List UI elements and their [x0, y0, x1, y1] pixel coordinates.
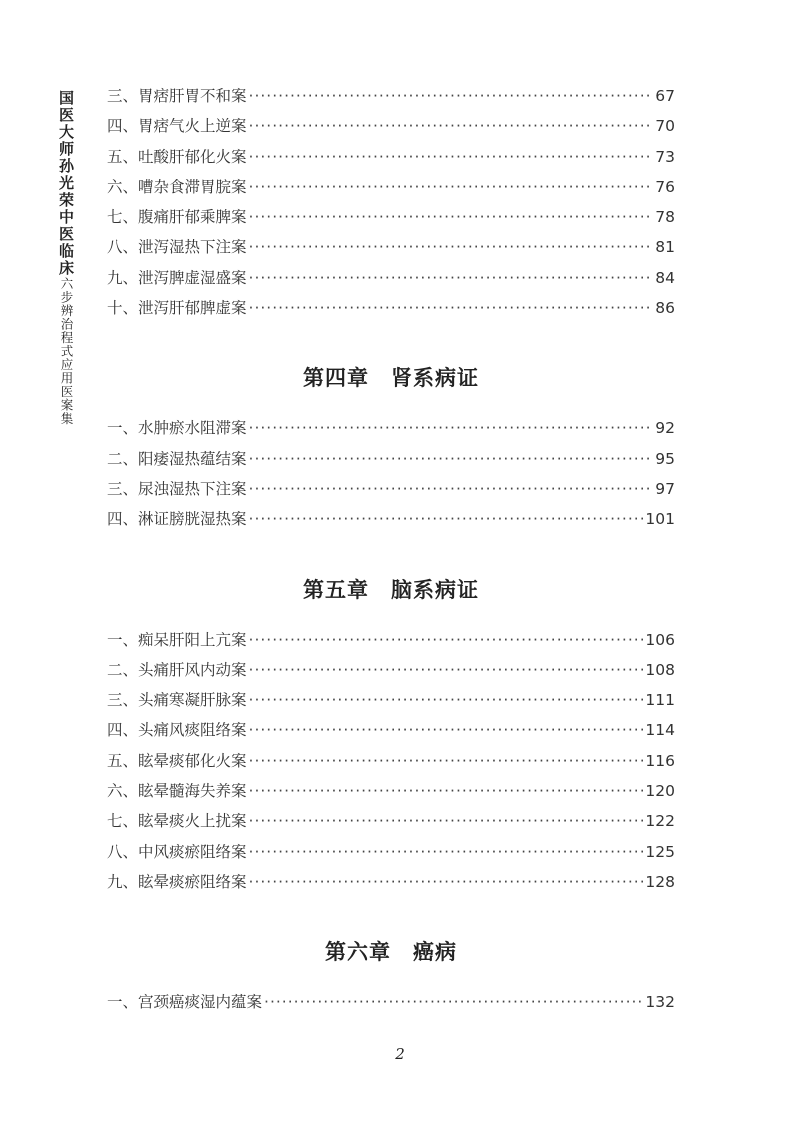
toc-entry[interactable] — [107, 507, 675, 537]
book-side-title-main: 国医大师孙光荣中医临床 — [57, 90, 75, 277]
toc-entry-label: 七、眩晕痰火上扰案 — [107, 812, 247, 831]
toc-entry-label: 六、嘈杂食滞胃脘案 — [107, 177, 247, 196]
toc-entry-label: 九、眩晕痰瘀阻络案 — [107, 872, 247, 891]
toc-leader-dots — [249, 238, 654, 256]
toc-leader-dots — [249, 812, 644, 830]
toc-entry-label: 三、头痛寒凝肝脉案 — [107, 691, 247, 710]
toc-section — [107, 84, 675, 326]
toc-entry-page: 108 — [645, 660, 675, 679]
toc-entry-label: 十、泄泻肝郁脾虚案 — [107, 299, 247, 318]
toc-entry-label: 八、中风痰瘀阻络案 — [107, 842, 247, 861]
toc-leader-dots — [249, 299, 654, 317]
toc-leader-dots — [249, 208, 654, 226]
toc-entry-page: 120 — [645, 782, 675, 801]
toc-entry-label: 四、胃痞气火上逆案 — [107, 117, 247, 136]
toc-entry-label: 一、宫颈癌痰湿内蕴案 — [107, 993, 263, 1012]
toc-entry-label: 二、阳痿湿热蕴结案 — [107, 449, 247, 468]
toc-entry[interactable] — [107, 688, 675, 718]
toc-leader-dots — [249, 510, 644, 528]
toc-entry-label: 三、尿浊湿热下注案 — [107, 479, 247, 498]
toc-entry[interactable] — [107, 718, 675, 748]
toc-entry[interactable] — [107, 749, 675, 779]
toc-entry[interactable] — [107, 809, 675, 839]
toc-entry-page: 97 — [655, 479, 675, 498]
toc-entry-page: 86 — [655, 299, 675, 318]
chapter-title: 癌病 — [413, 939, 457, 965]
toc-entry-page: 125 — [645, 842, 675, 861]
toc-entry-page: 70 — [655, 117, 675, 136]
toc-leader-dots — [249, 87, 654, 105]
toc-entry[interactable] — [107, 990, 675, 1020]
toc-entry-label: 三、胃痞肝胃不和案 — [107, 87, 247, 105]
toc-leader-dots — [249, 117, 654, 135]
toc-entry-page: 78 — [655, 208, 675, 227]
table-of-contents — [107, 84, 675, 1021]
toc-leader-dots — [249, 631, 644, 649]
toc-entry-label: 二、头痛肝风内动案 — [107, 660, 247, 679]
toc-entry-label: 七、腹痛肝郁乘脾案 — [107, 208, 247, 227]
toc-leader-dots — [249, 661, 644, 679]
toc-entry[interactable] — [107, 840, 675, 870]
toc-entry-label: 四、头痛风痰阻络案 — [107, 721, 247, 740]
toc-entry[interactable] — [107, 416, 675, 446]
toc-leader-dots — [249, 480, 654, 498]
chapter-number: 第四章 — [303, 365, 369, 391]
toc-entry[interactable] — [107, 205, 675, 235]
toc-entry-label: 四、淋证膀胱湿热案 — [107, 510, 247, 529]
toc-entry-label: 一、水肿瘀水阻滞案 — [107, 419, 247, 438]
page-number: 2 — [395, 1045, 405, 1063]
toc-entry-page: 114 — [645, 721, 675, 740]
toc-entry-page: 92 — [655, 419, 675, 438]
toc-entry[interactable] — [107, 296, 675, 326]
chapter-heading — [107, 362, 675, 392]
toc-leader-dots — [249, 419, 654, 437]
toc-section — [107, 574, 675, 901]
chapter-heading — [107, 936, 675, 966]
toc-leader-dots — [249, 269, 654, 287]
toc-entry-page: 106 — [645, 630, 675, 649]
toc-entry[interactable] — [107, 235, 675, 265]
toc-entry-page: 101 — [645, 510, 675, 529]
toc-entry[interactable] — [107, 628, 675, 658]
book-side-title — [56, 90, 76, 426]
chapter-heading — [107, 574, 675, 604]
toc-entry[interactable] — [107, 175, 675, 205]
toc-entry[interactable] — [107, 779, 675, 809]
toc-entry[interactable] — [107, 84, 675, 114]
toc-leader-dots — [264, 993, 643, 1011]
chapter-title: 脑系病证 — [391, 576, 479, 602]
toc-entry-page: 81 — [655, 238, 675, 257]
toc-leader-dots — [249, 843, 644, 861]
toc-entry-label: 一、痴呆肝阳上亢案 — [107, 630, 247, 649]
toc-entry-page: 116 — [645, 751, 675, 770]
toc-entry-page: 67 — [655, 87, 675, 105]
toc-entry-page: 73 — [655, 147, 675, 166]
toc-entry[interactable] — [107, 145, 675, 175]
toc-entry-label: 八、泄泻湿热下注案 — [107, 238, 247, 257]
toc-entry-page: 76 — [655, 177, 675, 196]
toc-entry-label: 五、吐酸肝郁化火案 — [107, 147, 247, 166]
toc-entry[interactable] — [107, 658, 675, 688]
toc-leader-dots — [249, 148, 654, 166]
toc-entry-label: 六、眩晕髓海失养案 — [107, 782, 247, 801]
toc-entry[interactable] — [107, 447, 675, 477]
toc-leader-dots — [249, 450, 654, 468]
toc-entry[interactable] — [107, 477, 675, 507]
toc-entry-page: 111 — [645, 691, 675, 710]
toc-entry[interactable] — [107, 266, 675, 296]
toc-leader-dots — [249, 178, 654, 196]
book-side-title-sub: 六步辨治程式应用医案集 — [59, 277, 74, 426]
toc-leader-dots — [249, 873, 644, 891]
toc-leader-dots — [249, 752, 644, 770]
toc-entry-page: 95 — [655, 449, 675, 468]
toc-leader-dots — [249, 721, 644, 739]
toc-entry[interactable] — [107, 870, 675, 900]
toc-entry[interactable] — [107, 114, 675, 144]
toc-entry-page: 128 — [645, 872, 675, 891]
toc-leader-dots — [249, 691, 644, 709]
toc-entry-page: 132 — [645, 993, 675, 1012]
toc-entry-label: 五、眩晕痰郁化火案 — [107, 751, 247, 770]
toc-entry-page: 122 — [645, 812, 675, 831]
toc-entry-label: 九、泄泻脾虚湿盛案 — [107, 268, 247, 287]
toc-entry-page: 84 — [655, 268, 675, 287]
toc-section — [107, 936, 675, 1020]
toc-section — [107, 362, 675, 537]
chapter-number: 第五章 — [303, 576, 369, 602]
chapter-number: 第六章 — [325, 939, 391, 965]
toc-leader-dots — [249, 782, 644, 800]
chapter-title: 肾系病证 — [391, 365, 479, 391]
